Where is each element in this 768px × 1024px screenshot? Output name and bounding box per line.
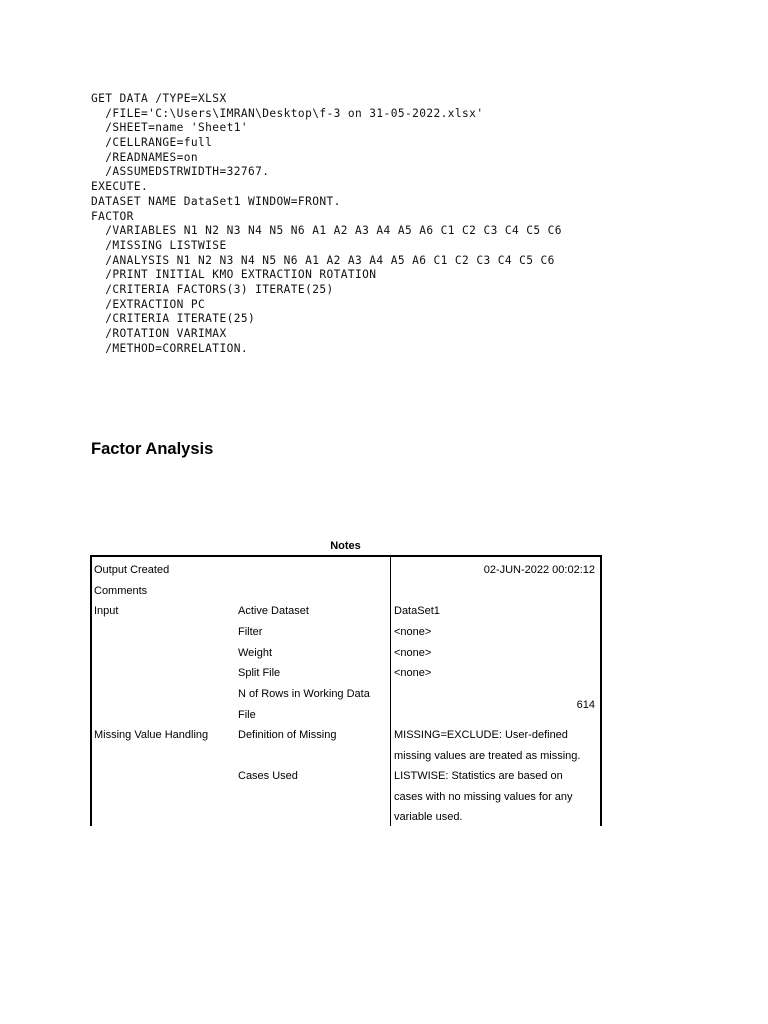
syntax-line: /METHOD=CORRELATION. (91, 341, 248, 355)
output-created-value: 02-JUN-2022 00:02:12 (483, 564, 595, 576)
split-file-value: <none> (394, 667, 432, 679)
definition-missing-value-line1: MISSING=EXCLUDE: User-defined (394, 729, 568, 741)
syntax-line: /CRITERIA FACTORS(3) ITERATE(25) (91, 282, 334, 296)
definition-missing-value-line2: missing values are treated as missing. (394, 750, 581, 762)
missing-handling-label: Missing Value Handling (94, 729, 209, 741)
syntax-line: /READNAMES=on (91, 150, 199, 164)
active-dataset-label: Active Dataset (238, 605, 309, 617)
weight-value: <none> (394, 647, 432, 659)
section-heading: Factor Analysis (91, 440, 214, 458)
active-dataset-value: DataSet1 (394, 605, 440, 617)
cases-used-label: Cases Used (238, 770, 298, 782)
definition-missing-label: Definition of Missing (238, 729, 337, 741)
syntax-line: /MISSING LISTWISE (91, 238, 227, 252)
table-column-divider (390, 557, 391, 826)
syntax-line: /EXTRACTION PC (91, 297, 206, 311)
notes-table-title: Notes (330, 540, 361, 552)
filter-label: Filter (238, 626, 263, 638)
split-file-label: Split File (238, 667, 281, 679)
syntax-line: /CRITERIA ITERATE(25) (91, 312, 256, 326)
syntax-line: /FILE='C:\Users\IMRAN\Desktop\f-3 on 31-05-2022.xlsx' (91, 106, 484, 120)
notes-table (90, 555, 602, 826)
n-rows-value: 614 (576, 699, 595, 711)
syntax-line: EXECUTE. (91, 180, 149, 194)
syntax-line: /ASSUMEDSTRWIDTH=32767. (91, 165, 270, 179)
syntax-line: /SHEET=name 'Sheet1' (91, 121, 248, 135)
input-label: Input (94, 605, 119, 617)
output-created-label: Output Created (94, 564, 170, 576)
syntax-line: /ROTATION VARIMAX (91, 327, 227, 340)
syntax-line: FACTOR (91, 209, 134, 223)
n-rows-label-line2: File (238, 709, 256, 721)
syntax-line: /ANALYSIS N1 N2 N3 N4 N5 N6 A1 A2 A3 A4 A5 A6 C1 C2 C3 C4 C5 C6 (91, 253, 555, 267)
syntax-line: DATASET NAME DataSet1 WINDOW=FRONT. (91, 194, 341, 208)
weight-label: Weight (238, 647, 273, 659)
cases-used-value-line2: cases with no missing values for any (394, 791, 573, 803)
syntax-line: GET DATA /TYPE=XLSX (91, 92, 227, 105)
cases-used-value-line3: variable used. (394, 811, 463, 823)
n-rows-label-line1: N of Rows in Working Data (238, 688, 370, 700)
spss-syntax-block (91, 92, 562, 356)
syntax-line: /VARIABLES N1 N2 N3 N4 N5 N6 A1 A2 A3 A4 A5 A6 C1 C2 C3 C4 C5 C6 (91, 224, 562, 238)
syntax-line: /CELLRANGE=full (91, 136, 213, 150)
cases-used-value-line1: LISTWISE: Statistics are based on (394, 770, 563, 782)
comments-label: Comments (94, 585, 148, 597)
syntax-line: /PRINT INITIAL KMO EXTRACTION ROTATION (91, 268, 377, 282)
filter-value: <none> (394, 626, 432, 638)
